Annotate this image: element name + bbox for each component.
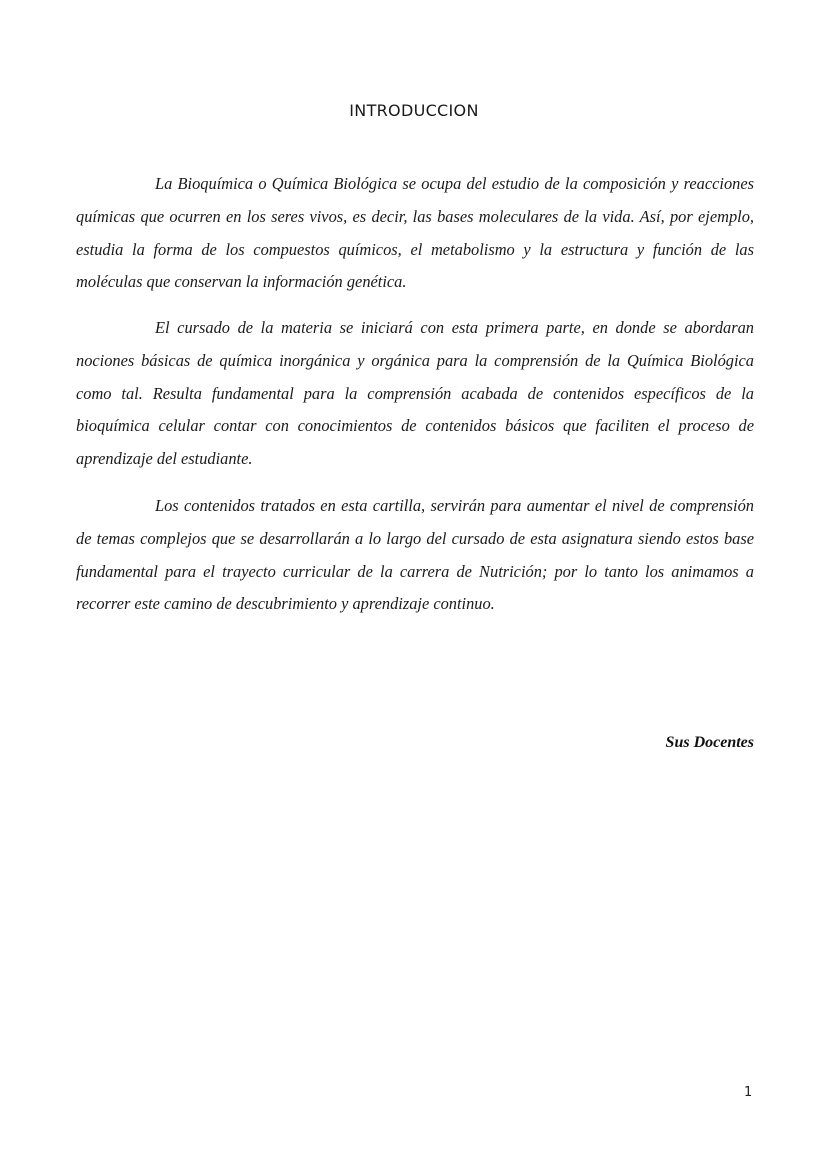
- page-title: INTRODUCCION: [349, 101, 479, 120]
- intro-paragraph-1: La Bioquímica o Química Biológica se ocupa del estudio de la composición y reacciones químicas que ocurren en los seres vivos, es decir, las bases moleculares de la vida. Así, por ejemplo, estudia la forma de los compuestos químicos, el metabolismo y la estructura y función de las moléculas que conservan la información genética.: [76, 174, 754, 292]
- page-number: 1: [744, 1085, 753, 1100]
- signature: Sus Docentes: [665, 734, 754, 751]
- intro-paragraph-2: El cursado de la materia se iniciará con esta primera parte, en donde se abordaran nociones básicas de química inorgánica y orgánica para la comprensión de la Química Biológica como tal. Resulta fundamental para la comprensión acabada de contenidos específicos de la bioquímica celular contar con conocimientos de contenidos básicos que faciliten el proceso de aprendizaje del estudiante.: [76, 318, 754, 469]
- intro-paragraph-3: Los contenidos tratados en esta cartilla, servirán para aumentar el nivel de comprensión de temas complejos que se desarrollarán a lo largo del cursado de esta asignatura siendo estos base fundamental para el trayecto curricular de la carrera de Nutrición; por lo tanto los animamos a recorrer este camino de descubrimiento y aprendizaje continuo.: [76, 496, 754, 614]
